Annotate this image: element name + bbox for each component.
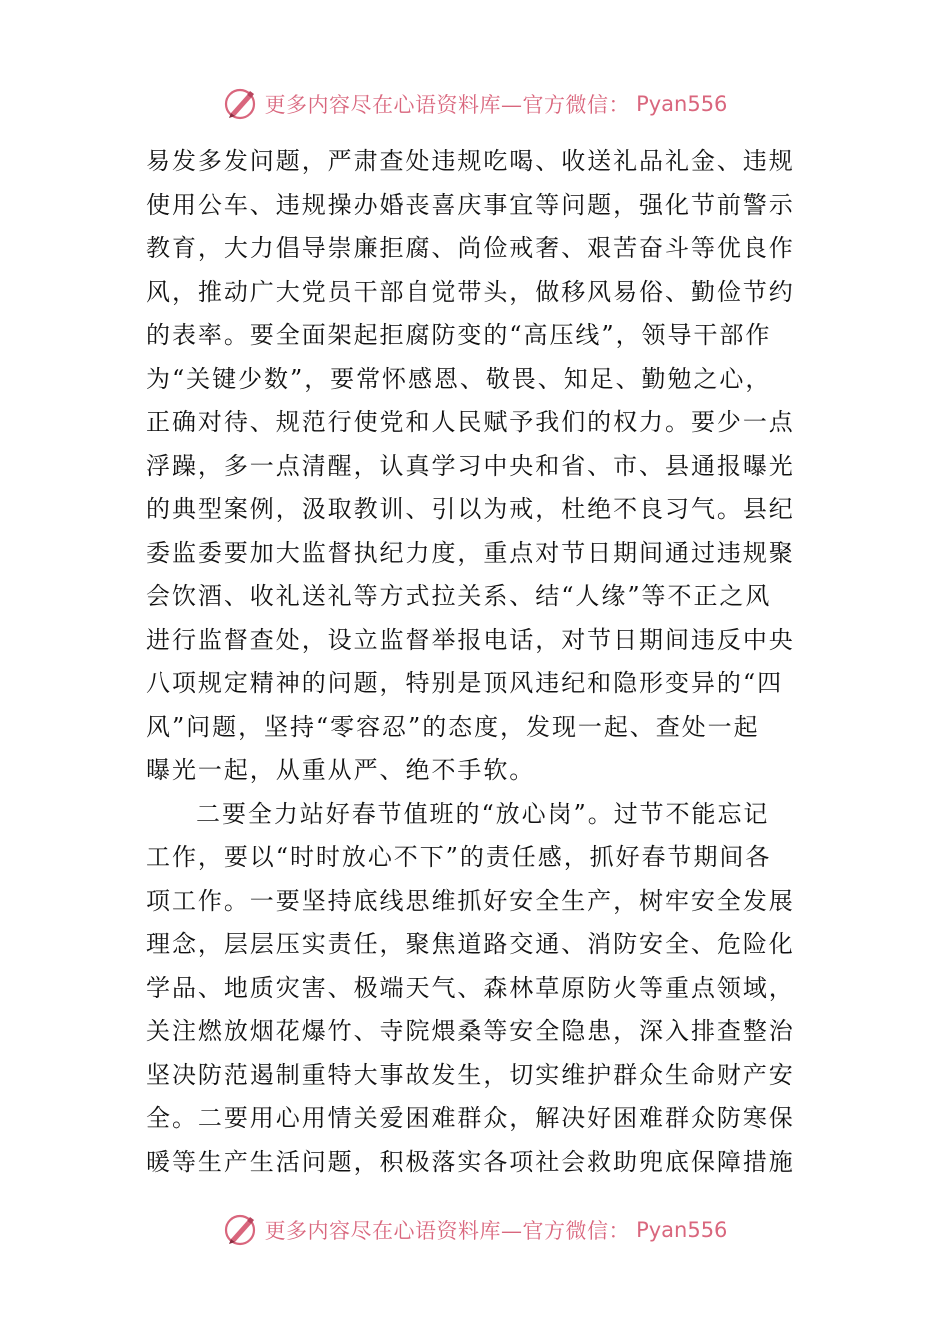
text-line: 项工作。一要坚持底线思维抓好安全生产，树牢安全发展 (146, 886, 795, 915)
pen-logo-icon (223, 86, 259, 122)
text-line: 学品、地质灾害、极端天气、森林草原防火等重点领域， (146, 973, 795, 1002)
paragraph-start-line: 二要全力站好春节值班的“放心岗”。过节不能忘记 (196, 799, 770, 828)
text-line: 风”问题，坚持“零容忍”的态度，发现一起、查处一起 (146, 712, 760, 741)
text-line: 理念，层层压实责任，聚焦道路交通、消防安全、危险化 (146, 930, 795, 958)
text-line: 暖等生产生活问题，积极落实各项社会救助兜底保障措施 (146, 1147, 795, 1176)
text-line: 委监委要加大监督执纪力度，重点对节日期间通过违规聚 (146, 538, 795, 567)
text-line: 会饮酒、收礼送礼等方式拉关系、结“人缘”等不正之风 (146, 582, 772, 610)
text-line: 使用公车、违规操办婚丧喜庆事宜等问题，强化节前警示 (146, 190, 795, 219)
text-line: 曝光一起，从重从严、绝不手软。 (146, 756, 536, 784)
text-line: 坚决防范遏制重特大事故发生，切实维护群众生命财产安 (146, 1060, 795, 1089)
banner-text: 更多内容尽在心语资料库—官方微信： (264, 93, 631, 117)
text-line: 正确对待、规范行使党和人民赋予我们的权力。要少一点 (146, 408, 795, 436)
header-watermark-banner (0, 84, 950, 124)
text-line: 全。二要用心用情关爱困难群众，解决好困难群众防寒保 (146, 1104, 795, 1132)
text-line: 易发多发问题，严肃查处违规吃喝、收送礼品礼金、违规 (146, 147, 795, 175)
text-line: 进行监督查处，设立监督举报电话，对节日期间违反中央 (146, 625, 795, 654)
pen-logo-icon (223, 1212, 259, 1248)
banner-text: 更多内容尽在心语资料库—官方微信： (264, 1219, 631, 1243)
text-line: 风，推动广大党员干部自觉带头，做移风易俗、勤俭节约 (146, 277, 795, 306)
text-line: 浮躁，多一点清醒，认真学习中央和省、市、县通报曝光 (146, 451, 795, 480)
text-line: 为“关键少数”，要常怀感恩、敬畏、知足、勤勉之心， (146, 364, 772, 393)
text-line: 关注燃放烟花爆竹、寺院煨桑等安全隐患，深入排查整治 (146, 1017, 795, 1045)
text-line: 的典型案例，汲取教训、引以为戒，杜绝不良习气。县纪 (146, 495, 795, 523)
banner-wechat-id: Pyan556 (636, 1218, 728, 1242)
text-line: 八项规定精神的问题，特别是顶风违纪和隐形变异的“四 (146, 669, 784, 697)
document-body (146, 140, 808, 1184)
banner-wechat-id: Pyan556 (636, 92, 728, 116)
text-line: 的表率。要全面架起拒腐防变的“高压线”，领导干部作 (146, 321, 772, 349)
footer-watermark-banner (0, 1210, 950, 1250)
text-line: 教育，大力倡导崇廉拒腐、尚俭戒奢、艰苦奋斗等优良作 (146, 234, 795, 262)
text-line: 工作，要以“时时放心不下”的责任感，抓好春节期间各 (146, 843, 772, 871)
